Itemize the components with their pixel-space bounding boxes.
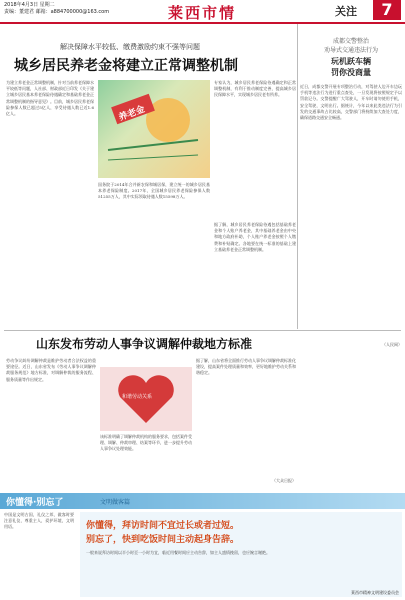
date-info: [4, 2, 109, 16]
banner-title: 你懂得·别忘了: [6, 498, 64, 508]
sidebar-source: （人民网）: [382, 342, 402, 347]
footer-slogan-box: [80, 512, 402, 597]
article2-col3: 据了解，山东省将全面推行劳动人事争议调解仲裁标准化建设，提高案件处理质量和效率，更好地维护劳动关系和谐稳定。: [196, 358, 296, 376]
article1-col2: 国务院于2014年合并新农保和城居保，建立统一的城乡居民基本养老保险制度。2017年，全国城乡居民养老保险参保人数51255万人，其中实际领取待遇人数15598万人。: [98, 182, 210, 200]
page-header: [0, 0, 405, 24]
article2-title: 山东发布劳动人事争议调解仲裁地方标准: [36, 337, 253, 351]
section-name: 关注: [335, 5, 357, 18]
sidebar-article: [300, 24, 402, 348]
pension-illustration-icon: [98, 80, 210, 178]
sidebar-body: 近日，成都交警开展专项整治行动，对驾驶人边开车边玩手机等违法行为进行重点查处，一旦发现将按照规定予以罚款记分。交警提醒广大驾驶人，开车时请勿使用手机，安全驾驶，文明出行。据统计，今年以来此类违法行为引发的交通事故占比较高，交警部门将持续加大查处力度，确保道路交通安全畅通。: [300, 84, 402, 121]
article2-col1: 劳动争议纠纷调解仲裁是维护劳动者合法权益的重要途径。近日，山东省发布《劳动人事争议调解仲裁服务规范》地方标准，对调解仲裁的服务流程、服务质量等作出规定。: [6, 358, 96, 382]
article1-subtitle: 解决保障水平较低、缴费激励约束不强等问题: [60, 43, 200, 51]
date-line: 2018年4月3日 星期二: [4, 2, 55, 8]
sidebar-kicker2: 劝导式交通违法行为: [323, 47, 378, 54]
article1-col3: 专家认为，城乡居民养老保险待遇确定和正常调整机制，有利于推动制度完善，提高城乡居民保障水平，实现城乡居民老有所养。: [214, 80, 296, 98]
editor-line: 责编：董建君 邮箱：a884700000@163.com: [4, 9, 110, 15]
article1-col4: 据了解，城乡居民养老保险待遇包括基础养老金和个人账户养老金，其中基础养老金由中央和地方政府补助，个人账户养老金按照个人缴费和补贴确定。各地要在统一标准的基础上建立基础养老金正常调整机制。: [214, 222, 296, 252]
slogan-line1: 你懂得，拜访时间不宜过长或者过短。: [86, 521, 240, 531]
article1-title: 城乡居民养老金将建立正常调整机制: [14, 58, 238, 74]
article2-source: （大众日报）: [272, 478, 296, 483]
footer-right-text: 一般来说拜访时间以半小时至一小时为宜，临近用餐时间应主动告辞，如主人盛情挽留，也应婉言谢绝。: [86, 550, 270, 555]
newspaper-brand: 莱西市情: [168, 4, 237, 22]
footer-banner: [0, 493, 405, 509]
section-divider: [4, 330, 401, 331]
banner-subtitle: 文明做客篇: [100, 499, 131, 506]
sidebar-title: 玩机跃车辆: [331, 57, 371, 66]
image-caption-2: 和谐劳动关系: [122, 394, 153, 400]
footer-left-text: 中国是文明古国，礼仪之邦，做客时要注意礼仪，尊重主人，爱护环境，文明用语。: [4, 512, 74, 530]
article1-col1: 为建立养老金正常调整机制，针对当前养老保障水平较低等问题，人社部、财政部近日印发《关于建立城乡居民基本养老保险待遇确定和基础养老金正常调整机制的指导意见》。目前，城乡居民养老保险参保人数已超过5亿人，享受待遇人数已近1.6亿人。: [6, 80, 94, 117]
article1-image: [98, 80, 210, 178]
image-caption: 养老金: [117, 104, 147, 124]
article2-image: [100, 367, 192, 431]
sidebar-title2: 罚你没商量: [331, 68, 371, 77]
page-number: 7: [373, 0, 401, 20]
sidebar-kicker: 成都交警整治: [332, 38, 369, 45]
column-divider: [297, 24, 298, 329]
slogan-line2: 别忘了，快到吃饭时间主动起身告辞。: [86, 535, 240, 545]
footer-credit: 莱西市精神文明建设委员会: [351, 590, 399, 595]
article2-col2: 该标准明确了调解仲裁机构的服务要求，包括案件受理、调解、仲裁审理、结案等环节，进一步提升劳动人事争议处理效能。: [100, 434, 192, 452]
